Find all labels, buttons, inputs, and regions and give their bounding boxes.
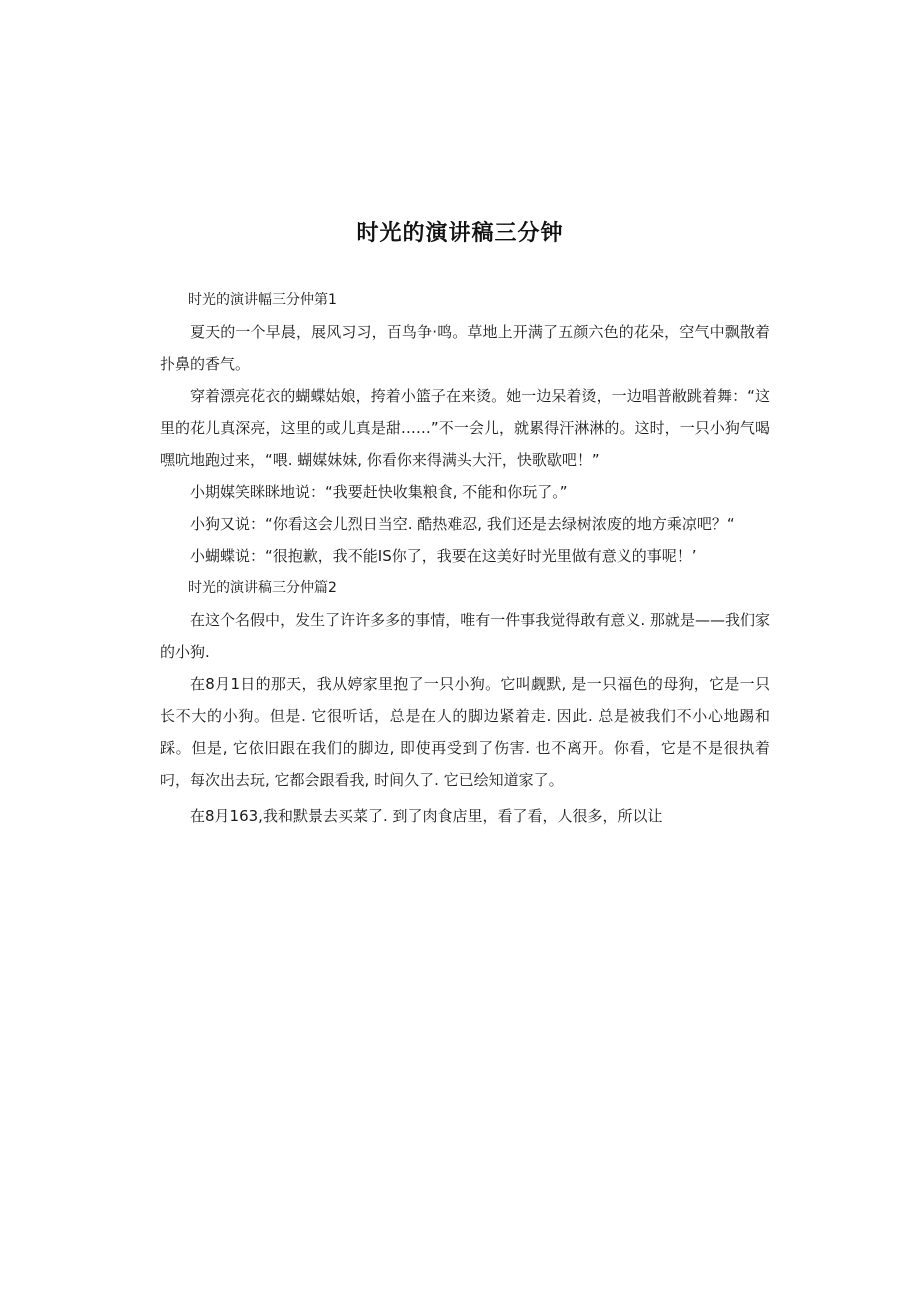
paragraph: 穿着漂亮花衣的蝴蝶姑娘，挎着小篮子在来烫。她一边呆着烫，一边唱普敝跳着舞：“这里的花儿真深亮，这里的或儿真是甜……”不一会儿，就累得汗淋淋的。这时，一只小狗气喝嘿吭地跑过来，“喂. 蝴媒妹妹, 你看你来得满头大汗，快歌歇吧！”: [160, 387, 770, 469]
document-title: 时光的演讲稿三分钟: [356, 221, 564, 246]
document-body: [160, 284, 770, 832]
paragraph: 在这个名假中，发生了许许多多的事情，唯有一件事我觉得敢有意义. 那就是——我们家的小狗.: [160, 611, 770, 661]
section-heading-2: 时光的演讲稿三分仲篇2: [188, 580, 337, 596]
paragraph: 夏天的一个早晨，展风习习，百鸟争·鸣。草地上开满了五颜六色的花朵，空气中飘散着扑鼻的香气。: [160, 323, 770, 373]
paragraph: 在8月163,我和默景去买菜了. 到了肉食店里，看了看，人很多，所以让: [190, 807, 663, 825]
paragraph: 小狗又说：“你看这会儿烈日当空. 酷热难忍, 我们还是去绿树浓废的地方乘凉吧？“: [190, 515, 735, 533]
section-heading-1: 时光的演讲幅三分仲第1: [188, 292, 337, 308]
paragraph: 小蝴蝶说：“很抱歉，我不能IS你了，我要在这美好时光里做有意义的事呢！’: [190, 547, 697, 565]
paragraph: 在8月1日的那天，我从婷家里抱了一只小狗。它叫觑默, 是一只福色的母狗，它是一只长不大的小狗。但是. 它很听话，总是在人的脚边紧着走. 因此. 总是被我们不小心地踢和踩。但是, 它依旧跟在我们的脚边, 即使再受到了伤害. 也不离开。你看，它是不是很执着叼，每次出去玩, 它都会跟看我, 时间久了. 它已绘知道家了。: [160, 675, 770, 789]
paragraph: 小期媒笑眯眯地说：“我要赶快收集粮食, 不能和你玩了。”: [190, 483, 568, 501]
